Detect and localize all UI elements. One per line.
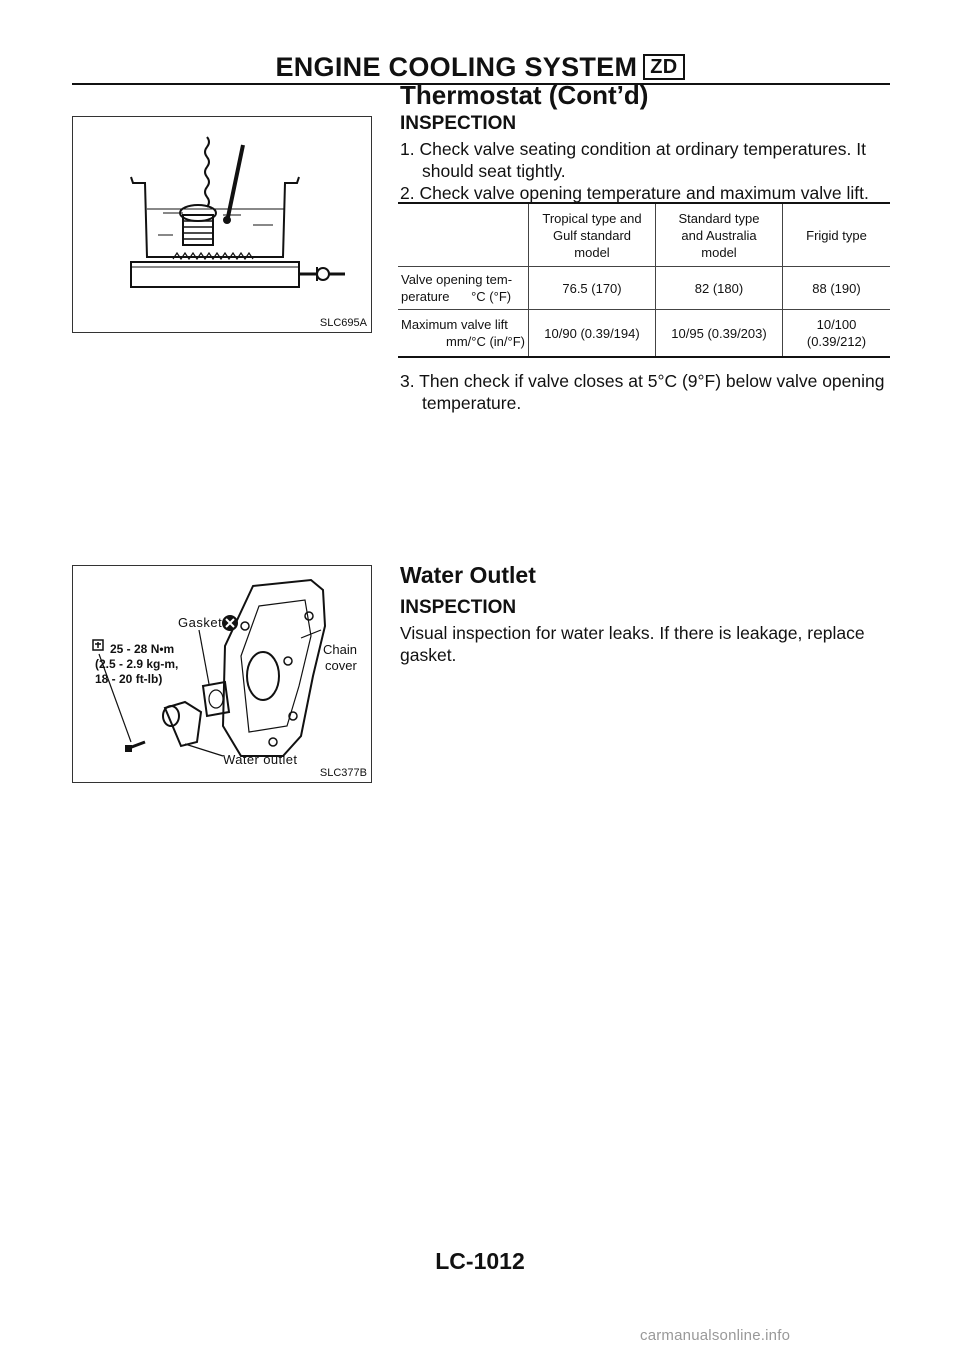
water-outlet-inspection-heading: INSPECTION <box>400 597 517 618</box>
torque-line-3: 18 - 20 ft-lb) <box>95 672 163 686</box>
step-3-line-2: temperature. <box>422 393 522 413</box>
section-header <box>0 52 960 83</box>
col-header-tropical: Tropical type and Gulf standard model <box>529 203 656 267</box>
table-cell: 88 (190) <box>783 267 891 310</box>
label-chain: Chain <box>323 642 357 657</box>
thermostat-test-figure <box>72 116 372 333</box>
table-cell: 82 (180) <box>656 267 783 310</box>
table-row <box>398 310 890 358</box>
water-outlet-title: Water Outlet <box>400 562 536 588</box>
row-label-max-lift: Maximum valve lift mm/°C (in/°F) <box>401 317 525 349</box>
figure-code: SLC695A <box>319 317 367 329</box>
step-1-line-1: 1. Check valve seating condition at ordinary temperatures. It <box>400 139 866 159</box>
inspection-heading: INSPECTION <box>400 113 517 134</box>
thermostat-test-illustration <box>73 117 371 332</box>
table-row <box>398 267 890 310</box>
table-cell: 10/100 (0.39/212) <box>783 310 891 358</box>
table-corner-cell <box>398 203 529 267</box>
page-number: LC-1012 <box>435 1248 525 1274</box>
water-outlet-text-line-2: gasket. <box>400 645 457 665</box>
torque-line-2: (2.5 - 2.9 kg-m, <box>95 657 179 671</box>
torque-line-1: 25 - 28 N•m <box>110 642 175 656</box>
engine-badge: ZD <box>643 54 684 80</box>
row-label-valve-opening: Valve opening tem- perature °C (°F) <box>398 267 529 310</box>
label-water-outlet: Water outlet <box>223 752 298 767</box>
thermostat-spec-table <box>398 202 890 358</box>
col-header-frigid: Frigid type <box>783 203 891 267</box>
inspection-step-3 <box>400 370 892 414</box>
water-outlet-text <box>400 622 892 666</box>
step-2: 2. Check valve opening temperature and maximum valve lift. <box>400 183 869 203</box>
header-title: ENGINE COOLING SYSTEM <box>275 52 638 82</box>
col-header-standard: Standard type and Australia model <box>656 203 783 267</box>
label-gasket: Gasket <box>178 615 223 630</box>
step-3-line-1: 3. Then check if valve closes at 5°C (9°F) below valve opening <box>400 371 885 391</box>
water-outlet-figure <box>72 565 372 783</box>
table-cell: 10/95 (0.39/203) <box>656 310 783 358</box>
table-cell: 10/90 (0.39/194) <box>529 310 656 358</box>
table-header-row <box>398 203 890 267</box>
inspection-steps <box>400 138 892 204</box>
water-outlet-text-line-1: Visual inspection for water leaks. If there is leakage, replace <box>400 623 865 643</box>
watermark: carmanualsonline.info <box>640 1327 791 1344</box>
page-subtitle: Thermostat (Cont’d) <box>400 80 649 110</box>
table-cell: 76.5 (170) <box>529 267 656 310</box>
label-cover: cover <box>325 658 357 673</box>
step-1-line-2: should seat tightly. <box>422 161 566 181</box>
figure-code: SLC377B <box>319 767 367 779</box>
